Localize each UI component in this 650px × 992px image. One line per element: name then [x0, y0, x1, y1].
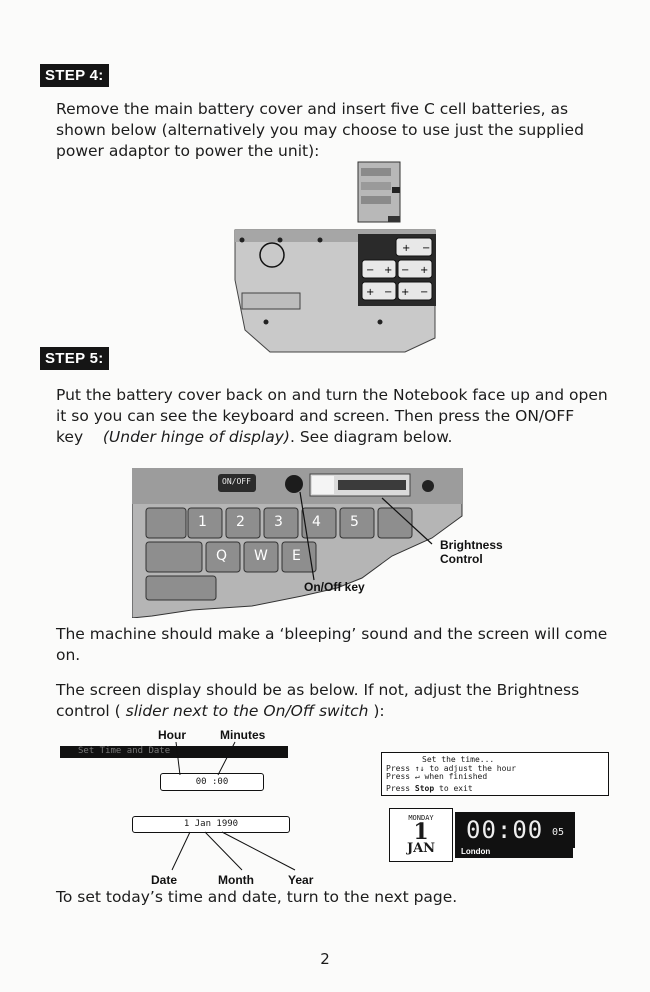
- calendar-day: MONDAY: [408, 814, 434, 822]
- step-5-end: . See diagram below.: [289, 428, 453, 446]
- date-field: 1 Jan 1990: [132, 816, 290, 833]
- battery-compartment-illustration: [230, 160, 445, 355]
- onoff-key-callout: On/Off key: [304, 580, 365, 594]
- svg-text:−: −: [401, 265, 410, 276]
- message-line-4: Press Stop to exit: [386, 783, 473, 793]
- display-text-main: The screen display should be as below. If not, adjust the Brightness control (: [56, 681, 580, 720]
- label-minutes: Minutes: [220, 728, 266, 742]
- step-5-italic: (Under hinge of display): [102, 428, 290, 446]
- svg-text:+: +: [366, 287, 375, 298]
- svg-text:−: −: [422, 243, 431, 254]
- date-callout-lines: [150, 740, 300, 875]
- display-text-end: ):: [373, 702, 385, 720]
- brightness-callout-1: Brightness: [440, 538, 503, 552]
- display-text: [56, 680, 616, 722]
- key-4: 4: [312, 514, 321, 530]
- calendar-month: JAN: [406, 841, 436, 856]
- onoff-key: ON/OFF: [222, 477, 251, 486]
- key-1: 1: [198, 514, 207, 530]
- key-3: 3: [274, 514, 283, 530]
- page-number: 2: [320, 950, 330, 968]
- svg-text:+: +: [420, 265, 429, 276]
- clock-seconds: 05: [552, 827, 565, 838]
- svg-text:+: +: [401, 287, 410, 298]
- key-q: Q: [216, 548, 228, 564]
- message-line-2: Press ↑↓ to adjust the hour: [386, 763, 517, 773]
- keyboard-diagram: [132, 468, 532, 618]
- label-hour: Hour: [158, 728, 186, 742]
- digital-clock: [455, 812, 575, 848]
- svg-text:−: −: [420, 287, 429, 298]
- brightness-callout-2: Control: [440, 552, 483, 566]
- message-line-1: Set the time...: [422, 755, 495, 764]
- key-2: 2: [236, 514, 245, 530]
- closing-text: To set today’s time and date, turn to the next page.: [56, 888, 458, 906]
- svg-text:−: −: [366, 265, 375, 276]
- label-date: Date: [151, 873, 178, 887]
- step-4-text: Remove the main battery cover and insert five C cell batteries, as shown below (alternatively you may choose to use just the supplied power adaptor to power the unit):: [56, 100, 584, 160]
- step-4-tag: STEP 4:: [40, 64, 109, 87]
- step-5-tag: STEP 5:: [40, 347, 109, 370]
- svg-text:+: +: [384, 265, 393, 276]
- svg-text:−: −: [384, 287, 393, 298]
- key-e: E: [292, 548, 301, 564]
- calendar-date: 1: [413, 819, 429, 845]
- step-5-main: Put the battery cover back on and turn the Notebook face up and open it so you can see the keyboard and screen. Then press the ON/OFF key: [56, 386, 608, 446]
- svg-text:+: +: [402, 243, 411, 254]
- label-year: Year: [288, 873, 314, 887]
- calendar-icon: [389, 808, 453, 862]
- step-5-text: [56, 385, 616, 448]
- label-month: Month: [218, 873, 254, 887]
- lcd-message-panel: [381, 752, 609, 796]
- clock-digits: 00:00: [466, 816, 544, 844]
- message-line-3: Press ↵ when finished: [386, 772, 488, 781]
- city-label: London: [455, 846, 573, 858]
- key-w: W: [254, 548, 268, 564]
- display-text-italic: slider next to the On/Off switch: [125, 702, 369, 720]
- sound-text: The machine should make a ‘bleeping’ sound and the screen will come on.: [56, 625, 608, 664]
- set-time-title-bar: Set Time and Date: [60, 746, 288, 758]
- key-5: 5: [350, 514, 359, 530]
- time-field: 00 :00: [160, 773, 264, 791]
